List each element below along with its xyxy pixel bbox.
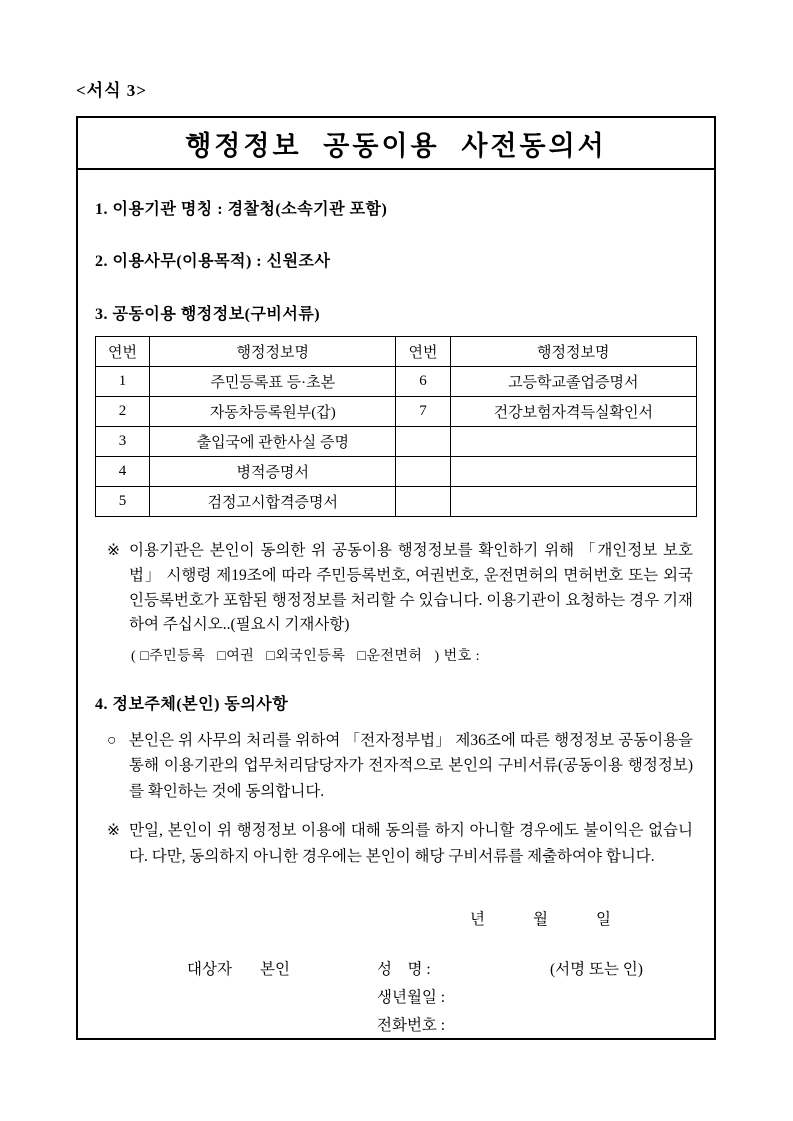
cell-name: 자동차등록원부(갑) [150,397,396,427]
cell-seq: 5 [96,487,150,517]
checkbox-foreigner-registration [266,649,345,664]
birthdate-field-label: 생년월일 : [377,989,446,1007]
disclaimer-statement [95,818,697,869]
privacy-note-body [129,539,697,669]
signature-block [95,957,697,1041]
consent-statement-text: 본인은 위 사무의 처리를 위하여 「전자정부법」 제36조에 따른 행정정보 공동이용을 통해 이용기관의 업무처리담당자가 전자적으로 본인의 구비서류(공동이용 행정정보)를 확인하는 것에 동의합니다. [129,731,693,800]
header-seq-right: 연번 [396,337,450,367]
section-1-heading: 1. 이용기관 명칭 : 경찰청(소속기관 포함) [95,201,388,218]
checkbox-label: 외국인등록 [275,649,346,665]
consent-statement [95,728,697,805]
privacy-note-marker: ※ [107,542,120,559]
disclaimer-statement-text: 만일, 본인이 위 행정정보 이용에 대해 동의를 하지 아니할 경우에도 불이익은 없습니다. 다만, 동의하지 아니한 경우에는 본인이 해당 구비서류를 제출하여야 합니다. [129,822,693,865]
checkbox-label: 주민등록 [149,649,206,665]
table-row [96,487,697,517]
cell-seq: 7 [396,397,450,427]
table-row [96,427,697,457]
header-name-right: 행정정보명 [450,337,696,367]
checkbox-driver-license [357,649,422,664]
checkbox-resident-registration [140,649,205,664]
header-seq-left: 연번 [96,337,150,367]
checkbox-icon: □ [140,649,150,665]
table-row [96,397,697,427]
document-title [78,118,714,170]
form-number-label: <서식 3> [76,81,147,100]
cell-name: 주민등록표 등·초본 [150,367,396,397]
header-name-left: 행정정보명 [150,337,396,367]
cell-seq [396,487,450,517]
disclaimer-marker: ※ [107,822,120,840]
cell-name: 병적증명서 [150,457,396,487]
signature-row-birthdate [95,985,697,1013]
phone-field-label: 전화번호 : [377,1017,446,1035]
checkbox-line-close: ) 번호 : [434,649,481,665]
signature-row-name [95,957,697,985]
cell-name: 고등학교졸업증명서 [450,367,696,397]
checkbox-line-open: ( [131,649,137,665]
date-line [470,907,697,929]
cell-name [450,487,696,517]
privacy-note [95,539,697,669]
subject-label: 대상자 [187,961,232,979]
date-day-label: 일 [595,911,611,929]
admin-info-table [95,336,697,517]
subject-value: 본인 [260,961,290,979]
checkbox-icon: □ [217,649,227,665]
date-year-label: 년 [470,911,485,929]
document-title-text: 행정정보 공동이용 사전동의서 [185,130,607,161]
signature-or-seal-note: (서명 또는 인) [550,961,643,979]
cell-seq: 4 [96,457,150,487]
document-content [78,170,714,1041]
table-header-row [96,337,697,367]
section-2-heading: 2. 이용사무(이용목적) : 신원조사 [95,253,331,270]
section-4-heading: 4. 정보주체(본인) 동의사항 [95,695,289,713]
cell-name [450,457,696,487]
privacy-note-text: 이용기관은 본인이 동의한 위 공동이용 행정정보를 확인하기 위해 「개인정보 보호법」 시행령 제19조에 따라 주민등록번호, 여권번호, 운전면허의 면허번호 또는 외국인등록번호가 포함된 행정정보를 처리할 수 있습니다. 이용기관이 요청하는 경우 기재하여 주십시오..(필요시 기재사항) [129,542,693,634]
cell-seq: 3 [96,427,150,457]
table-row [96,367,697,397]
checkbox-icon: □ [357,649,367,665]
checkbox-label: 여권 [226,649,255,665]
cell-name [450,427,696,457]
cell-name: 출입국에 관한사실 증명 [150,427,396,457]
document-border-box [76,116,716,1040]
cell-seq: 6 [396,367,450,397]
date-month-label: 월 [532,911,548,929]
checkbox-passport [217,649,254,664]
cell-seq: 1 [96,367,150,397]
cell-seq [396,427,450,457]
signature-row-phone [95,1013,697,1041]
section-3-heading: 3. 공동이용 행정정보(구비서류) [95,306,321,323]
checkbox-label: 운전면허 [366,649,423,665]
cell-seq [396,457,450,487]
id-number-checkbox-line [131,646,693,668]
cell-name: 검정고시합격증명서 [150,487,396,517]
checkbox-icon: □ [266,649,276,665]
cell-name: 건강보험자격득실확인서 [450,397,696,427]
table-row [96,457,697,487]
cell-seq: 2 [96,397,150,427]
name-field-label: 성 명 : [377,961,431,979]
consent-bullet-icon: ○ [107,731,117,749]
